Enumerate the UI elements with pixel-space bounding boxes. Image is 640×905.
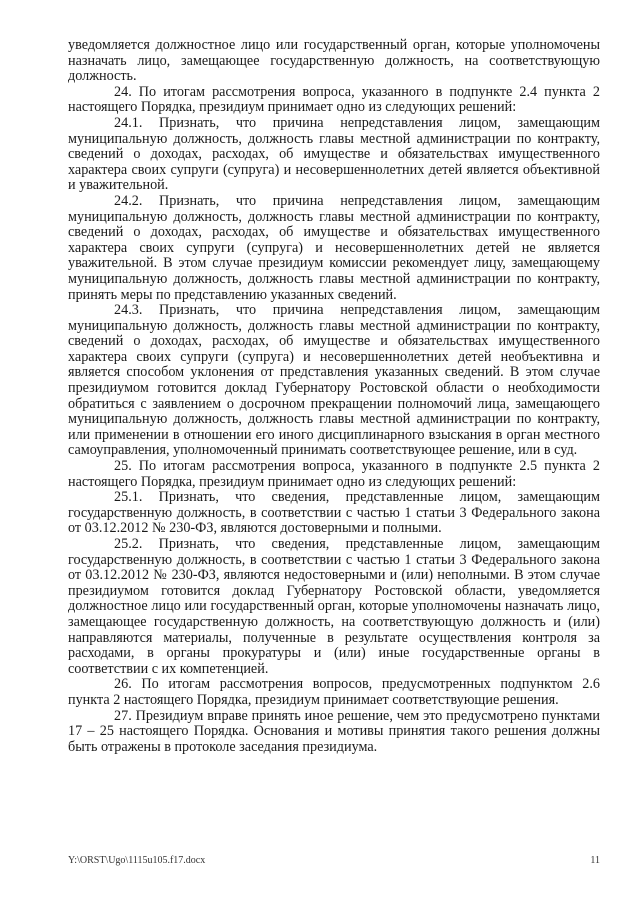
paragraph-27: 27. Президиум вправе принять иное решение, чем это предусмотрено пунктами 17 – 25 настоящего Порядка. Основания и мотивы принятия такого решения должны быть отражены в протоколе заседания президиума. bbox=[68, 707, 600, 755]
paragraph-26: 26. По итогам рассмотрения вопросов, предусмотренных подпунктом 2.6 пункта 2 настоящего Порядка, президиум принимает соответствующие решения. bbox=[68, 676, 600, 708]
paragraph-24-3: 24.3. Признать, что причина непредставления лицом, замещающим муниципальную должность, должность главы местной администрации по контракту, сведений о доходах, расходах, об имуществе и обязательствах имущественного характера своих супруги (супруга) и несовершеннолетних детей необъективна и является способом уклонения от представления указанных сведений. В этом случае президиумом готовится доклад Губернатору Ростовской области о необходимости обратиться с заявлением о досрочном прекращении полномочий лица, замещающего муниципальную должность, должность главы местной администрации по контракту, или применении в отношении его иного дисциплинарного взыскания в орган местного самоуправления, уполномоченный принимать соответствующее решение, или в суд. bbox=[68, 302, 600, 459]
document-body bbox=[68, 38, 600, 755]
paragraph-25-2: 25.2. Признать, что сведения, представленные лицом, замещающим государственную должность, в соответствии с частью 1 статьи 3 Федерального закона от 03.12.2012 № 230-ФЗ, являются недостоверными и (или) неполными. В этом случае президиумом готовится доклад Губернатору Ростовской области, уведомляется должностное лицо или государственный орган, которые уполномочены назначать лицо, замещающее государственную должность, на соответствующую должность и (или) направляются материалы, полученные в результате осуществления контроля за расходами, в органы прокуратуры и (или) иные государственные органы в соответствии с их компетенцией. bbox=[68, 536, 600, 677]
paragraph-continuation: уведомляется должностное лицо или государственный орган, которые уполномочены назначать лицо, замещающее государственную должность, на соответствующую должность. bbox=[68, 37, 600, 85]
footer-page-number: 11 bbox=[590, 855, 600, 866]
footer-file-path: Y:\ORST\Ugo\1115u105.f17.docx bbox=[68, 855, 206, 866]
paragraph-24-1: 24.1. Признать, что причина непредставления лицом, замещающим муниципальную должность, должность главы местной администрации по контракту, сведений о доходах, расходах, об имуществе и обязательствах имущественного характера своих супруги (супруга) и несовершеннолетних детей является объективной и уважительной. bbox=[68, 114, 600, 194]
paragraph-24-2: 24.2. Признать, что причина непредставления лицом, замещающим муниципальную должность, должность главы местной администрации по контракту, сведений о доходах, расходах, об имуществе и обязательствах имущественного характера своих супруги (супруга) и несовершеннолетних детей не является уважительной. В этом случае президиум комиссии рекомендует лицу, замещающему муниципальную должность, должность главы местной администрации по контракту, принять меры по представлению указанных сведений. bbox=[68, 192, 600, 303]
paragraph-24: 24. По итогам рассмотрения вопроса, указанного в подпункте 2.4 пункта 2 настоящего Порядка, президиум принимает одно из следующих решений: bbox=[68, 83, 600, 116]
paragraph-25: 25. По итогам рассмотрения вопроса, указанного в подпункте 2.5 пункта 2 настоящего Порядка, президиум принимает одно из следующих решений: bbox=[68, 458, 600, 490]
paragraph-25-1: 25.1. Признать, что сведения, представленные лицом, замещающим государственную должность, в соответствии с частью 1 статьи 3 Федерального закона от 03.12.2012 № 230-ФЗ, являются достоверными и полными. bbox=[68, 489, 600, 537]
page-footer bbox=[68, 855, 600, 869]
